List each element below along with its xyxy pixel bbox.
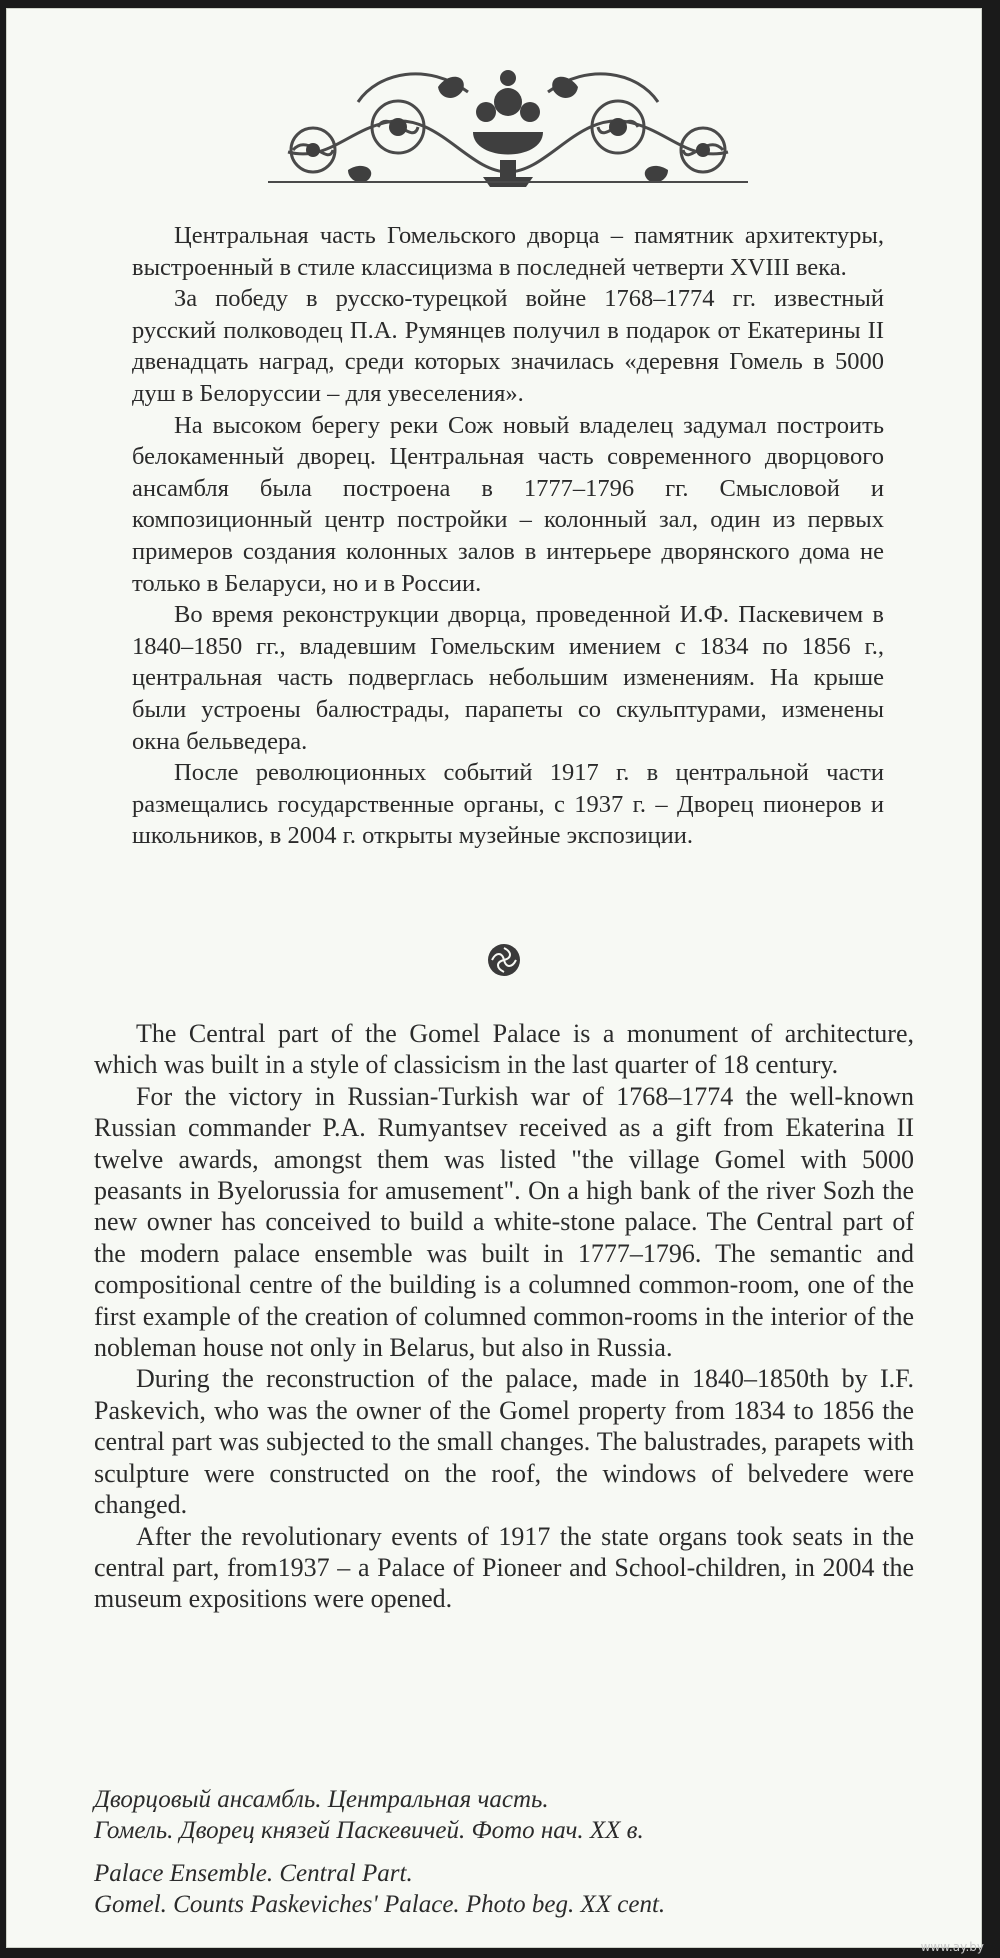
rosette-icon xyxy=(486,942,522,978)
site-watermark: www.ay.by xyxy=(920,1940,984,1954)
caption-line: Gomel. Counts Paskeviches' Palace. Photo beg. XX cent. xyxy=(94,1891,666,1918)
en-paragraph: The Central part of the Gomel Palace is a monument of architecture, which was built in a style of classicism in the last quarter of 18 century. xyxy=(94,1019,914,1080)
caption-line: Дворцовый ансамбль. Центральная часть. xyxy=(94,1786,549,1813)
caption-line: Гомель. Дворец князей Паскевичей. Фото нач. XX в. xyxy=(94,1817,644,1844)
english-caption xyxy=(94,1858,665,1920)
ru-paragraph: Во время реконструкции дворца, проведенной И.Ф. Паскевичем в 1840–1850 гг., владевшим Гомельским имением с 1834 по 1856 г., центральная часть подверглась небольшим изменениям. На крыше были устроены балюстрады, парапеты со скульптурами, изменены окна бельведера. xyxy=(132,601,884,755)
ru-paragraph: За победу в русско-турецкой войне 1768–1774 гг. известный русский полководец П.А. Румянцев получил в подарок от Екатерины II двенадцать наград, среди которых значилась «деревня Гомель в 5000 душ в Белоруссии – для увеселения». xyxy=(132,285,884,407)
russian-description xyxy=(132,220,884,852)
en-paragraph: During the reconstruction of the palace, made in 1840–1850th by I.F. Paskevich, who was the owner of the Gomel property from 1834 to 1856 the central part was subjected to the small changes. The balustrades, parapets with sculpture were constructed on the roof, the windows of belvedere were changed. xyxy=(94,1364,914,1520)
ru-paragraph: Центральная часть Гомельского дворца – памятник архитектуры, выстроенный в стиле классицизма в последней четверти XVIII века. xyxy=(132,222,884,281)
caption-line: Palace Ensemble. Central Part. xyxy=(94,1860,413,1887)
floral-vase-ornament-icon xyxy=(268,52,748,192)
russian-caption xyxy=(94,1784,644,1846)
document-page xyxy=(6,8,982,1948)
english-description xyxy=(94,1018,914,1615)
ru-paragraph: На высоком берегу реки Сож новый владелец задумал построить белокаменный дворец. Центральная часть современного дворцового ансамбля была построена в 1777–1796 гг. Смысловой и композиционный центр постройки – колонный зал, один из первых примеров создания колонных залов в интерьере дворянского дома не только в Беларуси, но и в России. xyxy=(132,411,884,597)
ru-paragraph: После революционных событий 1917 г. в центральной части размещались государственные органы, с 1937 г. – Дворец пионеров и школьников, в 2004 г. открыты музейные экспозиции. xyxy=(132,759,884,850)
en-paragraph: After the revolutionary events of 1917 the state organs took seats in the central part, from1937 – a Palace of Pioneer and School-children, in 2004 the museum expositions were opened. xyxy=(94,1521,914,1614)
en-paragraph: For the victory in Russian-Turkish war of 1768–1774 the well-known Russian commander P.A. Rumyantsev received as a gift from Ekaterina II twelve awards, amongst them was listed "the village Gomel with 5000 peasants in Byelorussia for amusement". On a high bank of the river Sozh the new owner has conceived to build a white-stone palace. The Central part of the modern palace ensemble was built in 1777–1796. The semantic and compositional centre of the building is a columned common-room, one of the first example of the creation of columned common-rooms in the interior of the nobleman house not only in Belarus, but also in Russia. xyxy=(94,1081,914,1363)
